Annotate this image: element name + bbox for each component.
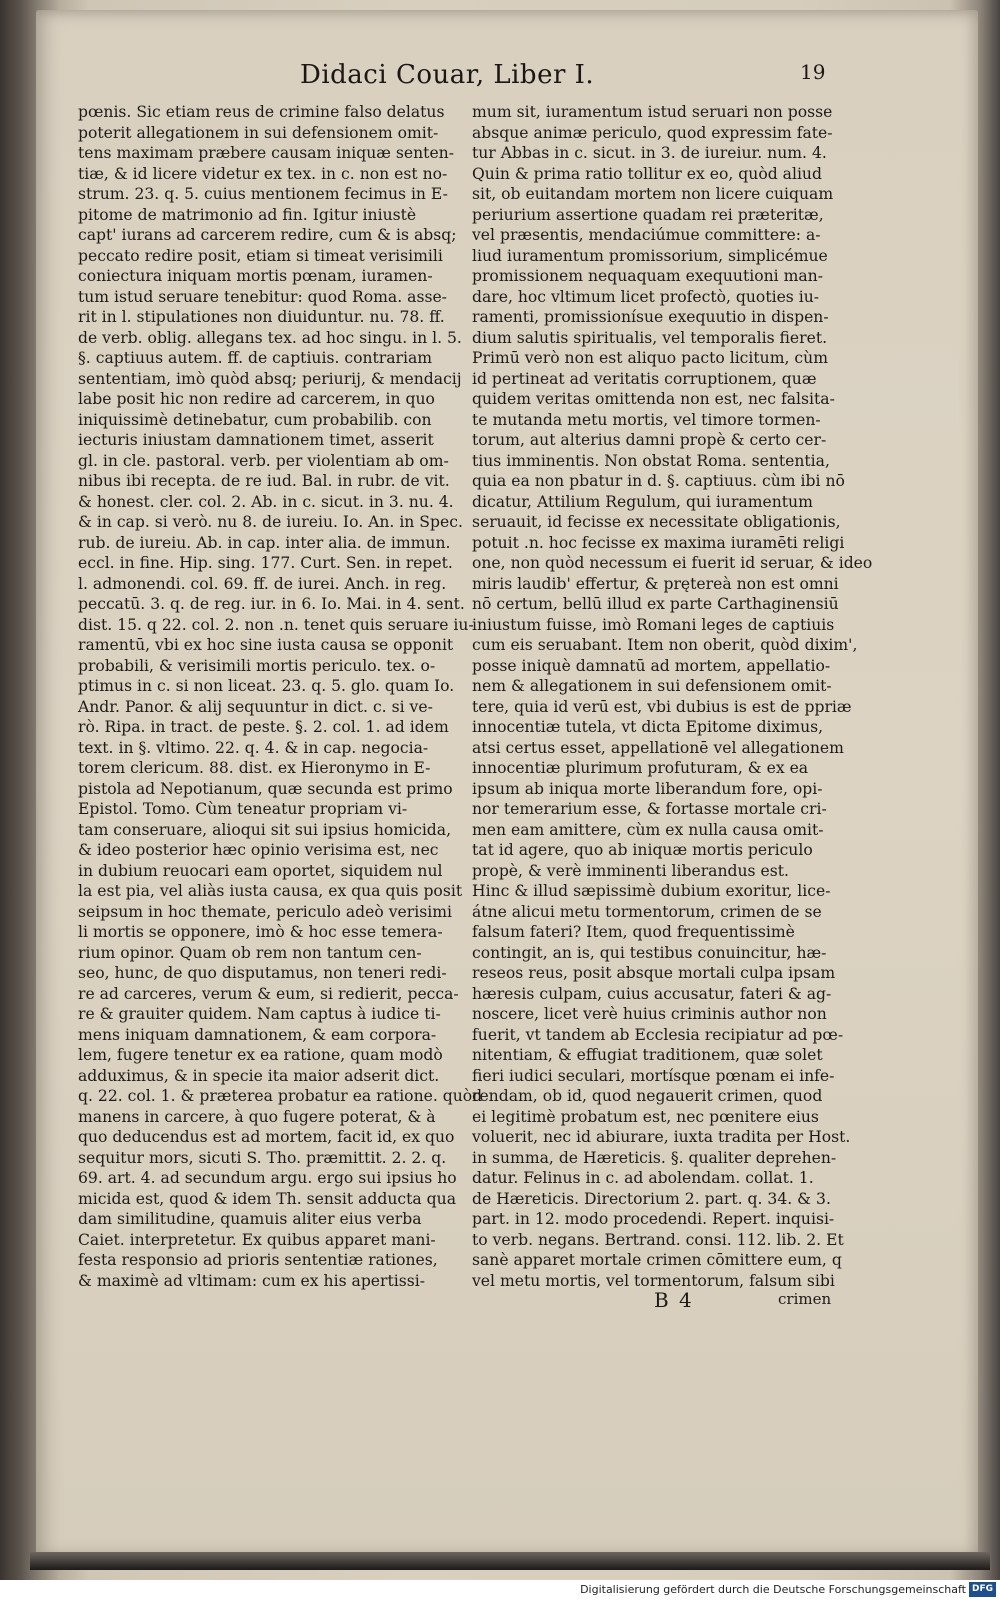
text-line: noscere, licet verè huius criminis author non bbox=[472, 1005, 827, 1023]
text-line: rium opinor. Quam ob rem non tantum cen- bbox=[78, 943, 422, 962]
text-line: seo, hunc, de quo disputamus, non teneri redi- bbox=[78, 964, 447, 982]
text-line: sit, ob euitandam mortem non licere cuiquam bbox=[472, 185, 834, 203]
text-line: peccatū. 3. q. de reg. iur. in 6. Io. Mai. in 4. sent. bbox=[78, 595, 465, 613]
text-line: pitome de matrimonio ad fin. Igitur iniustè bbox=[78, 205, 417, 224]
text-line: quidem veritas omittenda non est, nec falsita- bbox=[472, 390, 835, 408]
text-line: seipsum in hoc themate, periculo adeò verisimi bbox=[78, 902, 452, 921]
text-line: sententiam, imò quòd absq; periurij, & mendacij bbox=[78, 369, 462, 388]
text-line: re ad carceres, verum & eum, si redierit, pecca- bbox=[78, 984, 459, 1003]
text-line: micida est, quod & idem Th. sensit adducta qua bbox=[78, 1189, 456, 1208]
text-line: nibus ibi recepta. de re iud. Bal. in rubr. de vit. bbox=[78, 472, 450, 490]
page-bottom-edge bbox=[30, 1552, 990, 1570]
text-line: & maximè ad vltimam: cum ex his apertissi- bbox=[78, 1271, 426, 1290]
text-line: tius imminentis. Non obstat Roma. sententia, bbox=[472, 451, 830, 470]
text-line: cum eis seruabant. Item non oberit, quòd dixim', bbox=[472, 636, 858, 654]
text-line: tum istud seruare tenebitur: quod Roma. asse- bbox=[78, 287, 447, 306]
text-line: labe posit hic non redire ad carcerem, in quo bbox=[78, 390, 435, 408]
text-line: & honest. cler. col. 2. Ab. in c. sicut. in 3. nu. 4. bbox=[78, 492, 454, 511]
text-line: nō certum, bellū illud ex parte Carthaginensiū bbox=[472, 595, 839, 613]
text-line: Hinc & illud sæpissimè dubium exoritur, lice- bbox=[472, 882, 831, 900]
text-line: q. 22. col. 1. & præterea probatur ea ratione. quòd bbox=[78, 1087, 483, 1105]
text-line: tat id agere, quo ab iniquæ mortis periculo bbox=[472, 841, 813, 859]
text-line: & ideo posterior hæc opinio verisima est, nec bbox=[78, 841, 439, 859]
text-line: rendam, ob id, quod negauerit crimen, quod bbox=[472, 1087, 823, 1105]
text-line: torum, aut alterius damni propè & certo cer- bbox=[472, 431, 827, 449]
text-line: probabili, & verisimili mortis periculo. tex. o- bbox=[78, 656, 436, 675]
text-line: in dubium reuocari eam oportet, siquidem nul bbox=[78, 861, 443, 880]
text-line: dium salutis spiritualis, vel temporalis fieret. bbox=[472, 328, 828, 347]
text-line: dam similitudine, quamuis aliter eius verba bbox=[78, 1210, 422, 1228]
text-line: ipsum ab iniqua morte liberandum fore, opi- bbox=[472, 779, 823, 798]
text-line: men eam amittere, cùm ex nulla causa omit- bbox=[472, 820, 824, 839]
text-line: datur. Felinus in c. ad abolendam. collat. 1. bbox=[472, 1169, 814, 1187]
text-line: dare, hoc vltimum licet profectò, quoties iu- bbox=[472, 287, 820, 306]
text-line: nitentiam, & effugiat traditionem, quæ solet bbox=[472, 1046, 823, 1064]
text-line: rit in l. stipulationes non diuiduntur. nu. 78. ff. bbox=[78, 308, 445, 326]
text-line: tur Abbas in c. sicut. in 3. de iureiur. num. 4. bbox=[472, 144, 827, 162]
text-line: Epistol. Tomo. Cùm teneatur propriam vi- bbox=[78, 800, 408, 818]
text-line: 69. art. 4. ad secundum argu. ergo sui ipsius ho bbox=[78, 1169, 457, 1187]
text-line: posse iniquè damnatū ad mortem, appellatio- bbox=[472, 656, 831, 675]
text-line: de Hæreticis. Directorium 2. part. q. 34. & 3. bbox=[472, 1189, 831, 1208]
dfg-logo-text: DFG bbox=[971, 1584, 993, 1594]
text-line: torem clericum. 88. dist. ex Hieronymo in E- bbox=[78, 759, 431, 777]
text-line: l. admonendi. col. 69. ff. de iurei. Anch. in reg. bbox=[78, 574, 447, 593]
text-line: de verb. oblig. allegans tex. ad hoc singu. in l. 5. bbox=[78, 328, 462, 347]
text-line: vel metu mortis, vel tormentorum, falsum sibi bbox=[472, 1271, 835, 1290]
text-line: innocentiæ plurimum profuturam, & ex ea bbox=[472, 759, 809, 777]
text-line: part. in 12. modo procedendi. Repert. inquisi- bbox=[472, 1210, 835, 1228]
text-line: re & grauiter quidem. Nam captus à iudice ti- bbox=[78, 1005, 441, 1023]
text-line: peccato redire posit, etiam si timeat verisimili bbox=[78, 246, 443, 265]
text-line: quo deducendus est ad mortem, facit id, ex quo bbox=[78, 1128, 455, 1146]
folio-number: 19 bbox=[800, 60, 826, 84]
text-line: nor temerarium esse, & fortasse mortale cri- bbox=[472, 800, 827, 818]
text-line: eccl. in fine. Hip. sing. 177. Curt. Sen. in repet. bbox=[78, 554, 453, 572]
left-text-column bbox=[78, 102, 483, 1291]
text-line: voluerit, nec id abiurare, iuxta tradita per Host. bbox=[472, 1128, 851, 1146]
text-line: to verb. negans. Bertrand. consi. 112. lib. 2. Et bbox=[472, 1230, 844, 1249]
text-line: propè, & verè imminenti liberandus est. bbox=[472, 861, 789, 880]
text-line: strum. 23. q. 5. cuius mentionem fecimus in E- bbox=[78, 185, 448, 203]
text-line: contingit, an is, qui testibus conuincitur, hæ- bbox=[472, 943, 827, 962]
text-line: Quin & prima ratio tollitur ex eo, quòd aliud bbox=[472, 164, 822, 183]
right-text-column bbox=[472, 102, 873, 1291]
text-line: festa responsio ad prioris sententiæ rationes, bbox=[78, 1251, 438, 1269]
signature-mark: B 4 bbox=[654, 1288, 694, 1312]
text-line: & in cap. si verò. nu 8. de iureiu. Io. An. in Spec. bbox=[78, 513, 463, 531]
text-line: atsi certus esset, appellationē vel allegationem bbox=[472, 738, 844, 757]
text-line: fieri iudici seculari, mortísque pœnam ei infe- bbox=[472, 1066, 835, 1085]
text-line: li mortis se opponere, imò & hoc esse temera- bbox=[78, 923, 443, 941]
text-line: innocentiæ tutela, vt dicta Epitome diximus, bbox=[472, 718, 824, 736]
text-line: §. captiuus autem. ff. de captiuis. contrariam bbox=[78, 349, 433, 367]
text-line: id pertineat ad veritatis corruptionem, quæ bbox=[472, 369, 817, 388]
text-line: adduximus, & in specie ita maior adserit dict. bbox=[78, 1066, 440, 1085]
text-line: Caiet. interpretetur. Ex quibus apparet mani- bbox=[78, 1230, 436, 1249]
text-line: manens in carcere, à quo fugere poterat, & à bbox=[78, 1107, 436, 1126]
text-line: mens iniquam damnationem, & eam corpora- bbox=[78, 1025, 437, 1044]
text-line: gl. in cle. pastoral. verb. per violentiam ab om- bbox=[78, 451, 449, 470]
text-line: ptimus in c. si non liceat. 23. q. 5. glo. quam Io. bbox=[78, 677, 455, 695]
text-line: sequitur mors, sicuti S. Tho. præmittit. 2. 2. q. bbox=[78, 1148, 447, 1167]
text-line: rò. Ripa. in tract. de peste. §. 2. col. 1. ad idem bbox=[78, 718, 449, 736]
text-line: pœnis. Sic etiam reus de crimine falso delatus bbox=[78, 103, 445, 121]
text-line: Primū verò non est aliquo pacto licitum, cùm bbox=[472, 349, 828, 367]
text-line: seruauit, id fecisse ex necessitate obligationis, bbox=[472, 513, 841, 531]
text-line: Andr. Panor. & alij sequuntur in dict. c. si ve- bbox=[78, 697, 433, 716]
text-line: tere, quia id verū est, vbi dubius is est de ppriæ bbox=[472, 697, 852, 716]
text-line: tam conseruare, alioqui sit sui ipsius homicida, bbox=[78, 820, 452, 839]
text-line: iecturis iniustam damnationem timet, asserit bbox=[78, 431, 434, 449]
text-line: ramenti, promissionísue exequutio in dispen- bbox=[472, 308, 829, 326]
text-line: la est pia, vel aliàs iusta causa, ex qua quis posit bbox=[78, 882, 463, 900]
text-line: ramentū, vbi ex hoc sine iusta causa se opponit bbox=[78, 636, 454, 654]
text-line: miris laudib' effertur, & prętereà non est omni bbox=[472, 574, 839, 593]
text-line: ei legitimè probatum est, nec pœnitere eius bbox=[472, 1107, 819, 1126]
text-line: fuerit, vt tandem ab Ecclesia recipiatur ad pœ- bbox=[472, 1025, 844, 1044]
text-line: poterit allegationem in sui defensionem omit- bbox=[78, 123, 439, 142]
text-line: rub. de iureiu. Ab. in cap. inter alia. de immun. bbox=[78, 533, 451, 552]
text-line: lem, fugere tenetur ex ea ratione, quam modò bbox=[78, 1046, 443, 1064]
text-line: dist. 15. q 22. col. 2. non .n. tenet quis seruare iu- bbox=[78, 615, 474, 634]
text-line: tiæ, & id licere videtur ex tex. in c. non est no- bbox=[78, 164, 448, 183]
text-line: iniquissimè detinebatur, cum probabilib. con bbox=[78, 410, 432, 429]
text-line: nem & allegationem in sui defensionem omit- bbox=[472, 677, 832, 695]
text-line: absque animæ periculo, quod expressim fate- bbox=[472, 123, 833, 142]
text-line: iniustum fuisse, imò Romani leges de captiuis bbox=[472, 615, 835, 634]
text-line: reseos reus, posit absque mortali culpa ipsam bbox=[472, 964, 836, 982]
text-line: quia ea non pbatur in d. §. captiuus. cùm ibi nō bbox=[472, 472, 845, 490]
text-line: liud iuramentum promissorium, simplicémue bbox=[472, 246, 828, 265]
text-line: tens maximam præbere causam iniquæ senten- bbox=[78, 144, 454, 162]
text-line: coniectura iniquam mortis pœnam, iuramen- bbox=[78, 267, 433, 285]
text-line: promissionem nequaquam exequutioni man- bbox=[472, 267, 823, 285]
text-line: text. in §. vltimo. 22. q. 4. & in cap. negocia- bbox=[78, 738, 429, 757]
text-line: in summa, de Hæreticis. §. qualiter deprehen- bbox=[472, 1148, 837, 1167]
text-line: sanè apparet mortale crimen cōmittere eum, q bbox=[472, 1251, 842, 1269]
text-line: potuit .n. hoc fecisse ex maxima iuramēti religi bbox=[472, 533, 845, 552]
running-head: Didaci Couar, Liber I. bbox=[300, 60, 595, 90]
text-line: dicatur, Attilium Regulum, qui iuramentum bbox=[472, 492, 813, 511]
text-line: vel præsentis, mendaciúmue committere: a- bbox=[472, 226, 821, 244]
text-line: periurium assertione quadam rei præteritæ, bbox=[472, 205, 824, 224]
dfg-logo bbox=[969, 1582, 996, 1597]
text-line: hæresis culpam, cuius accusatur, fateri & ag- bbox=[472, 984, 832, 1003]
text-line: falsum fateri? Item, quod frequentissimè bbox=[472, 923, 795, 941]
text-line: átne alicui metu tormentorum, crimen de se bbox=[472, 902, 822, 921]
text-line: te mutanda metu mortis, vel timore tormen- bbox=[472, 410, 821, 429]
catchword: crimen bbox=[778, 1290, 832, 1308]
text-line: one, non quòd necessum ei fuerit id seruar, & ideo bbox=[472, 554, 873, 572]
text-line: capt' iurans ad carcerem redire, cum & is absq; bbox=[78, 226, 457, 244]
footer-credit: Digitalisierung gefördert durch die Deutsche Forschungsgemeinschaft bbox=[580, 1583, 966, 1596]
text-line: mum sit, iuramentum istud seruari non posse bbox=[472, 103, 833, 121]
text-line: pistola ad Nepotianum, quæ secunda est primo bbox=[78, 779, 453, 798]
